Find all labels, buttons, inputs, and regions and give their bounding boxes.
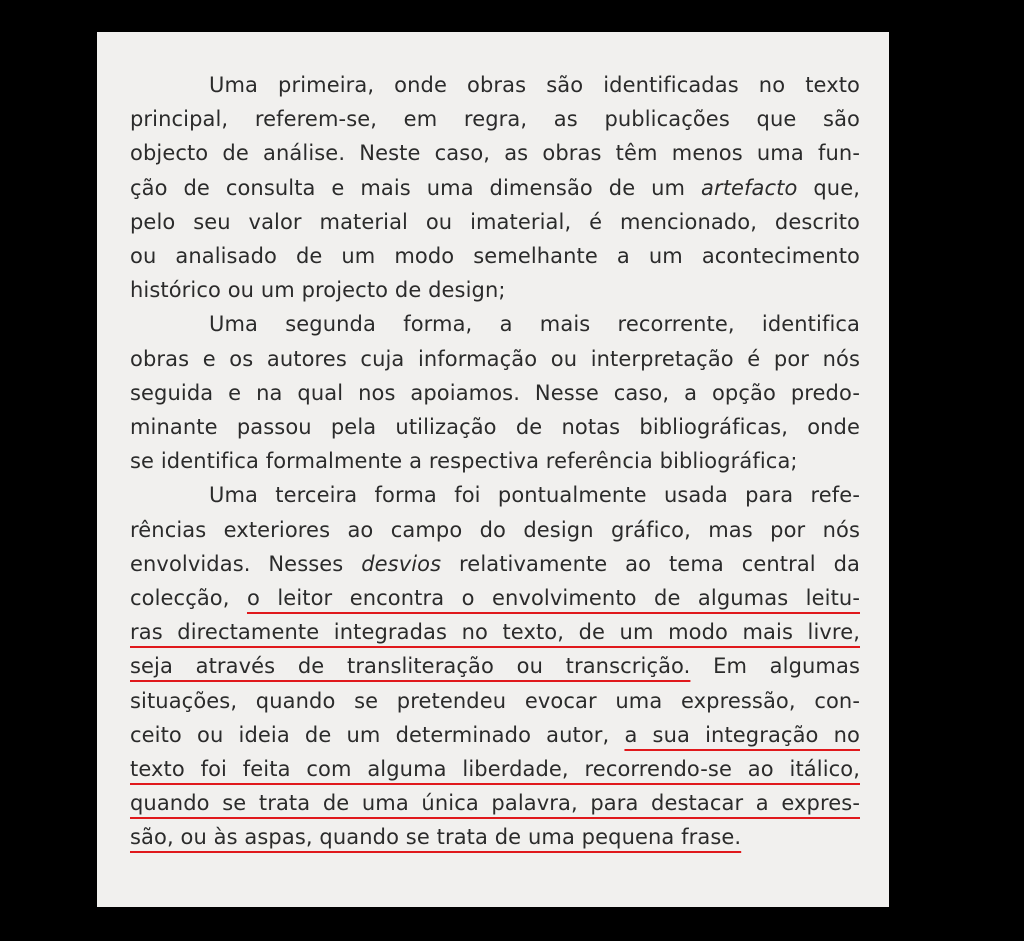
text-segment: objecto de análise. Neste caso, as obras têm menos uma fun-	[130, 141, 860, 166]
text-segment: rências exteriores ao campo do design gráfico, mas por nós	[130, 517, 860, 542]
text-line	[130, 820, 860, 854]
text-line	[130, 752, 860, 786]
highlighted-text: quando se trata de uma única palavra, para destacar a expres-	[130, 791, 860, 816]
text-line	[130, 615, 860, 649]
highlighted-text: ras directamente integradas no texto, de um modo mais livre,	[130, 620, 860, 645]
text-line	[130, 513, 860, 547]
text-line	[130, 786, 860, 820]
italic-text: desvios	[361, 551, 442, 576]
highlighted-text: a sua integração no	[624, 722, 860, 747]
text-segment: principal, referem-se, em regra, as publicações que são	[130, 107, 860, 132]
text-line	[130, 547, 860, 581]
text-segment: Uma segunda forma, a mais recorrente, identifica	[209, 312, 860, 337]
text-line	[130, 102, 860, 136]
text-line	[130, 239, 860, 273]
text-segment: situações, quando se pretendeu evocar uma expressão, con-	[130, 688, 860, 713]
highlighted-text: texto foi feita com alguma liberdade, recorrendo-se ao itálico,	[130, 757, 860, 781]
text-segment: pelo seu valor material ou imaterial, é mencionado, descrito	[130, 209, 860, 234]
text-segment: obras e os autores cuja informação ou interpretação é por nós	[130, 346, 860, 371]
text-segment: minante passou pela utilização de notas bibliográficas, onde	[130, 415, 860, 439]
text-line	[130, 136, 860, 170]
text-line	[130, 718, 860, 752]
text-line	[130, 171, 860, 205]
text-line	[130, 273, 860, 307]
text-segment: relativamente ao tema central da	[441, 551, 861, 576]
text-segment: seguida e na qual nos apoiamos. Nesse caso, a opção predo-	[130, 380, 860, 405]
text-line	[130, 649, 860, 683]
text-line	[130, 581, 860, 615]
text-segment: Uma primeira, onde obras são identificadas no texto	[209, 73, 860, 97]
text-segment: se identifica formalmente a respectiva referência bibliográfica;	[130, 449, 798, 474]
text-segment: histórico ou um projecto de design;	[130, 278, 506, 303]
text-line	[130, 376, 860, 410]
highlighted-text: o leitor encontra o envolvimento de algumas leitu-	[246, 586, 860, 610]
text-segment: colecção,	[130, 586, 247, 610]
text-segment: Uma terceira forma foi pontualmente usada para refe-	[209, 483, 860, 508]
book-page	[97, 32, 889, 907]
text-segment: ou analisado de um modo semelhante a um acontecimento	[130, 244, 860, 268]
text-segment: que,	[797, 175, 860, 200]
text-segment: envolvidas. Nesses	[130, 551, 362, 576]
text-segment: ção de consulta e mais uma dimensão de um	[130, 175, 701, 200]
text-line	[130, 68, 860, 102]
highlighted-text: são, ou às aspas, quando se trata de uma pequena frase.	[130, 825, 742, 850]
text-line	[130, 307, 860, 341]
text-line	[130, 205, 860, 239]
italic-text: artefacto	[701, 175, 798, 200]
text-line	[130, 684, 860, 718]
text-line	[130, 478, 860, 512]
text-segment: ceito ou ideia de um determinado autor,	[130, 722, 625, 747]
text-line	[130, 410, 860, 444]
text-segment: Em algumas	[690, 654, 860, 679]
text-line	[130, 444, 860, 478]
highlighted-text: seja através de transliteração ou transcrição.	[130, 654, 691, 679]
text-line	[130, 342, 860, 376]
